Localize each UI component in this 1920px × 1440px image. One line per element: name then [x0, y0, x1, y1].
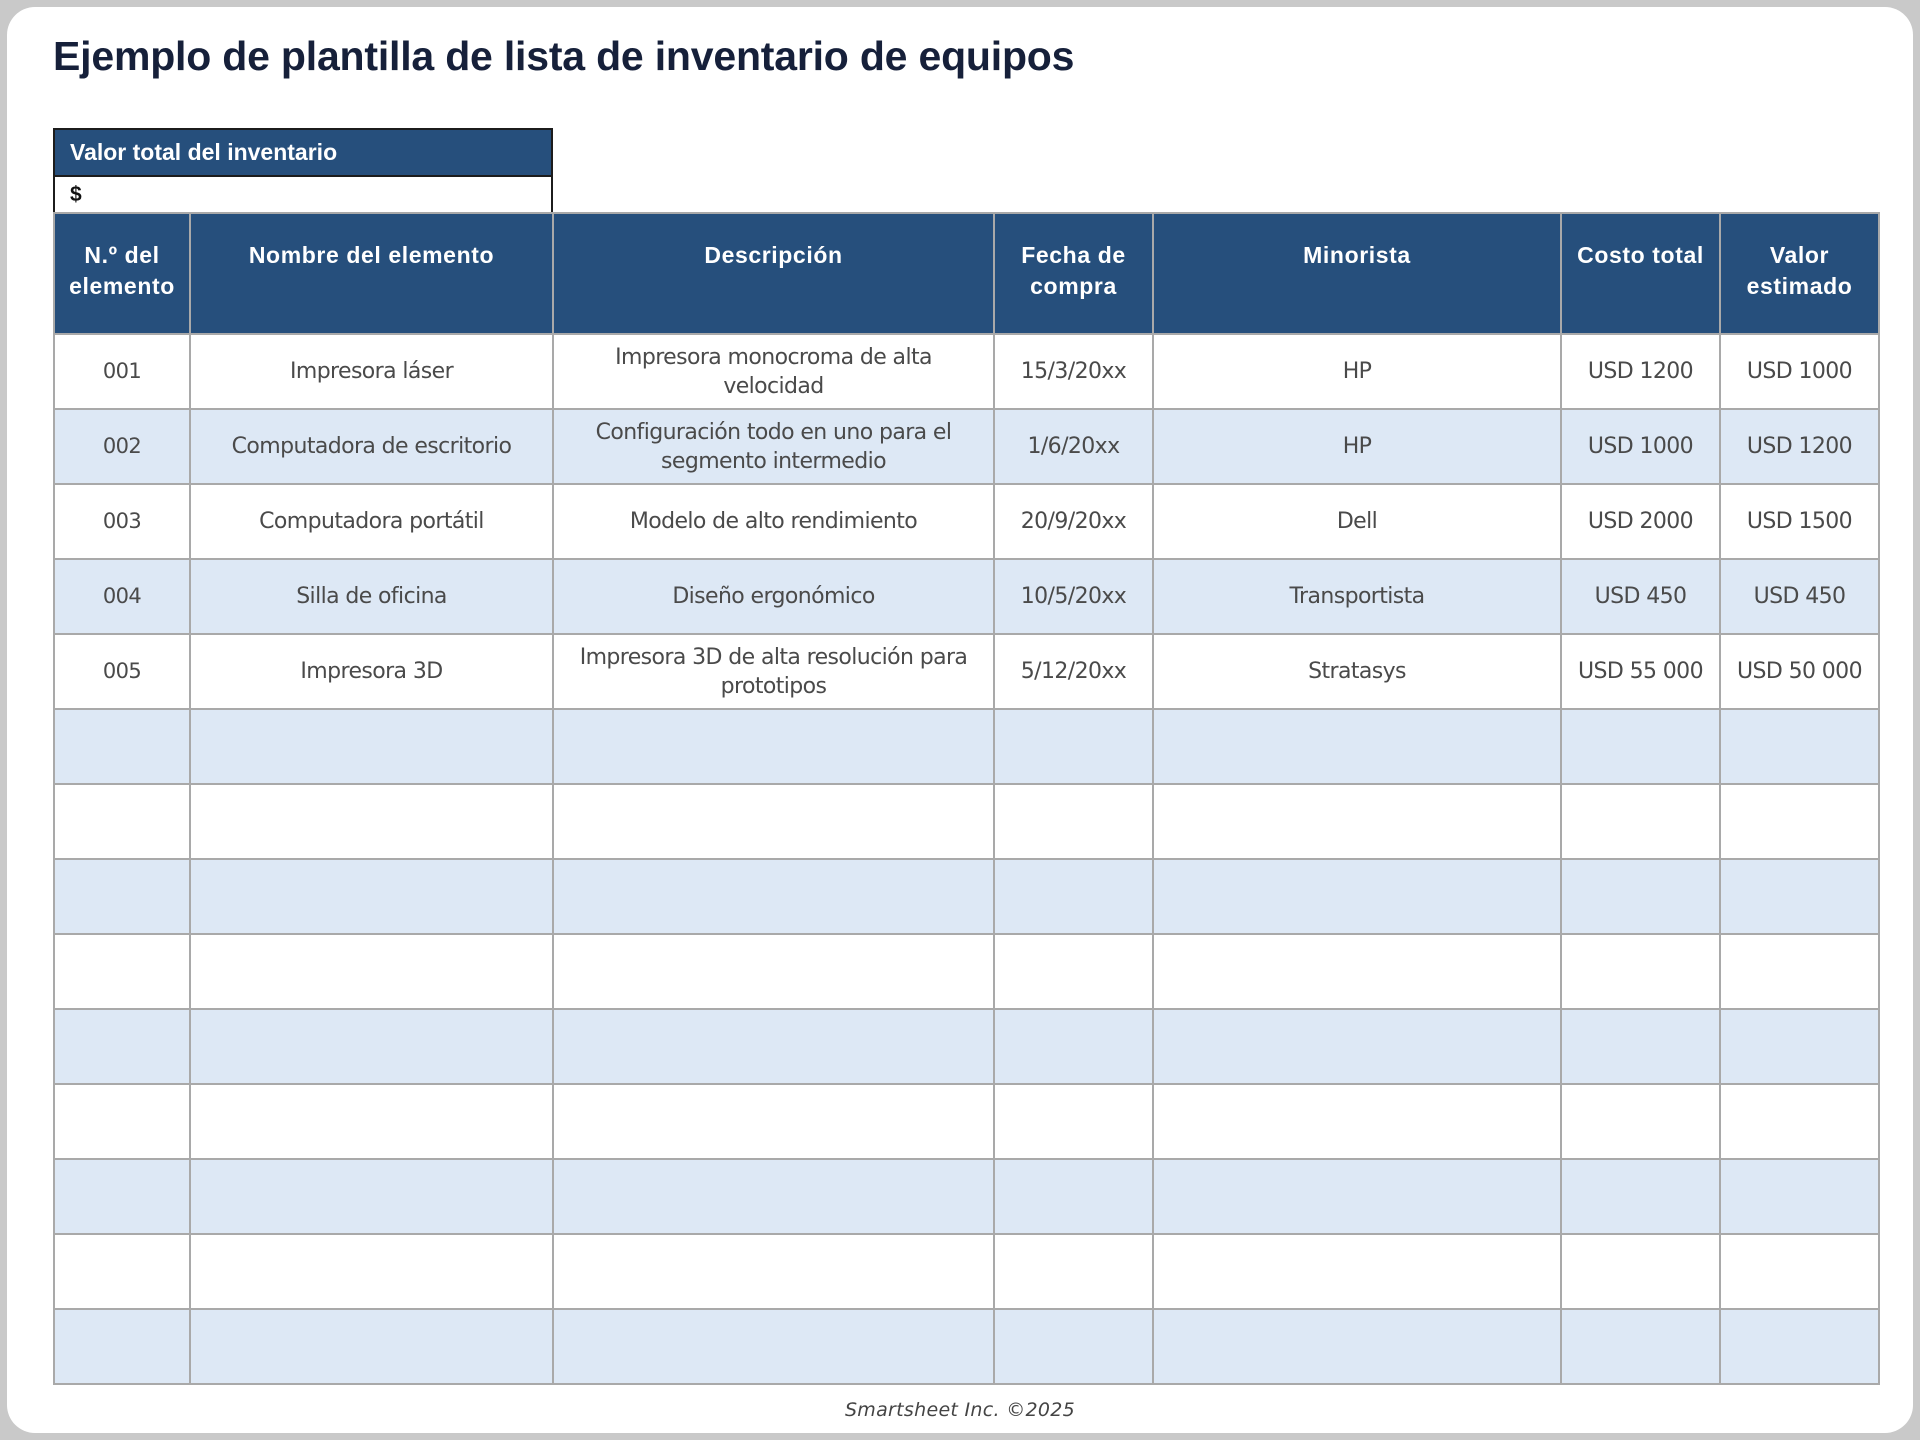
table-row	[54, 484, 1879, 559]
cell-total-cost[interactable]	[1561, 1159, 1720, 1234]
cell-item-name[interactable]: Impresora láser	[190, 334, 553, 409]
column-header-description: Descripción	[553, 213, 994, 334]
page-title: Ejemplo de plantilla de lista de inventario de equipos	[53, 33, 1075, 79]
cell-purchase-date[interactable]	[994, 859, 1153, 934]
cell-description[interactable]: Diseño ergonómico	[553, 559, 994, 634]
cell-retailer[interactable]: HP	[1153, 334, 1561, 409]
cell-item-number[interactable]: 005	[54, 634, 190, 709]
cell-total-cost[interactable]	[1561, 784, 1720, 859]
cell-estimated-value[interactable]	[1720, 934, 1879, 1009]
cell-item-name[interactable]	[190, 784, 553, 859]
copyright-footer: Smartsheet Inc. ©2025	[844, 1399, 1076, 1421]
cell-estimated-value[interactable]	[1720, 859, 1879, 934]
cell-item-number[interactable]	[54, 709, 190, 784]
cell-estimated-value[interactable]: USD 1000	[1720, 334, 1879, 409]
cell-purchase-date[interactable]: 15/3/20xx	[994, 334, 1153, 409]
cell-estimated-value[interactable]	[1720, 1084, 1879, 1159]
cell-description[interactable]: Impresora monocroma de alta velocidad	[553, 334, 994, 409]
cell-description[interactable]	[553, 1084, 994, 1159]
cell-description[interactable]	[553, 1234, 994, 1309]
cell-item-number[interactable]	[54, 934, 190, 1009]
cell-estimated-value[interactable]	[1720, 709, 1879, 784]
cell-total-cost[interactable]	[1561, 709, 1720, 784]
cell-purchase-date[interactable]	[994, 1084, 1153, 1159]
column-header-retailer: Minorista	[1153, 213, 1561, 334]
table-row	[54, 1009, 1879, 1084]
cell-description[interactable]	[553, 859, 994, 934]
cell-item-name[interactable]	[190, 1309, 553, 1384]
cell-retailer[interactable]	[1153, 1159, 1561, 1234]
cell-purchase-date[interactable]	[994, 1309, 1153, 1384]
cell-retailer[interactable]	[1153, 1009, 1561, 1084]
column-header-purchase-date: Fecha de compra	[994, 213, 1153, 334]
cell-estimated-value[interactable]	[1720, 1159, 1879, 1234]
table-row	[54, 934, 1879, 1009]
cell-item-number[interactable]: 001	[54, 334, 190, 409]
cell-item-number[interactable]	[54, 784, 190, 859]
document-page	[7, 7, 1913, 1433]
cell-purchase-date[interactable]	[994, 1234, 1153, 1309]
table-row	[54, 634, 1879, 709]
cell-description[interactable]: Modelo de alto rendimiento	[553, 484, 994, 559]
cell-description[interactable]	[553, 934, 994, 1009]
cell-item-name[interactable]: Computadora portátil	[190, 484, 553, 559]
cell-estimated-value[interactable]	[1720, 1009, 1879, 1084]
cell-total-cost[interactable]	[1561, 1009, 1720, 1084]
cell-retailer[interactable]	[1153, 784, 1561, 859]
table-row	[54, 784, 1879, 859]
cell-total-cost[interactable]	[1561, 934, 1720, 1009]
cell-description[interactable]	[553, 1159, 994, 1234]
cell-retailer[interactable]	[1153, 1309, 1561, 1384]
cell-estimated-value[interactable]: USD 1500	[1720, 484, 1879, 559]
cell-total-cost[interactable]	[1561, 1234, 1720, 1309]
cell-total-cost[interactable]: USD 2000	[1561, 484, 1720, 559]
cell-estimated-value[interactable]	[1720, 1309, 1879, 1384]
cell-estimated-value[interactable]: USD 450	[1720, 559, 1879, 634]
cell-total-cost[interactable]: USD 450	[1561, 559, 1720, 634]
column-header-item-number: N.º del elemento	[54, 213, 190, 334]
table-row	[54, 1159, 1879, 1234]
cell-item-name[interactable]	[190, 934, 553, 1009]
cell-purchase-date[interactable]	[994, 709, 1153, 784]
cell-retailer[interactable]	[1153, 859, 1561, 934]
cell-description[interactable]	[553, 1309, 994, 1384]
inventory-total-box	[53, 128, 553, 215]
column-header-item-name: Nombre del elemento	[190, 213, 553, 334]
inventory-total-value[interactable]: $	[55, 177, 551, 213]
cell-retailer[interactable]: Dell	[1153, 484, 1561, 559]
cell-item-number[interactable]: 004	[54, 559, 190, 634]
cell-item-name[interactable]	[190, 1009, 553, 1084]
cell-description[interactable]	[553, 784, 994, 859]
inventory-total-label: Valor total del inventario	[55, 130, 551, 177]
cell-item-name[interactable]: Silla de oficina	[190, 559, 553, 634]
cell-item-name[interactable]	[190, 1159, 553, 1234]
cell-item-name[interactable]	[190, 1234, 553, 1309]
table-row	[54, 559, 1879, 634]
table-row	[54, 1309, 1879, 1384]
table-header-row	[54, 213, 1879, 334]
cell-item-name[interactable]	[190, 709, 553, 784]
cell-retailer[interactable]: HP	[1153, 409, 1561, 484]
cell-retailer[interactable]: Stratasys	[1153, 634, 1561, 709]
table-row	[54, 859, 1879, 934]
cell-item-name[interactable]: Computadora de escritorio	[190, 409, 553, 484]
table-row	[54, 409, 1879, 484]
cell-retailer[interactable]	[1153, 709, 1561, 784]
inventory-table	[53, 212, 1880, 1385]
column-header-total-cost: Costo total	[1561, 213, 1720, 334]
cell-total-cost[interactable]	[1561, 1309, 1720, 1384]
cell-description[interactable]	[553, 1009, 994, 1084]
table-row	[54, 1084, 1879, 1159]
cell-retailer[interactable]	[1153, 934, 1561, 1009]
cell-item-number[interactable]	[54, 1084, 190, 1159]
cell-item-name[interactable]	[190, 1084, 553, 1159]
cell-purchase-date[interactable]: 20/9/20xx	[994, 484, 1153, 559]
cell-total-cost[interactable]: USD 1000	[1561, 409, 1720, 484]
cell-purchase-date[interactable]	[994, 934, 1153, 1009]
cell-item-name[interactable]	[190, 859, 553, 934]
cell-retailer[interactable]: Transportista	[1153, 559, 1561, 634]
cell-purchase-date[interactable]: 5/12/20xx	[994, 634, 1153, 709]
cell-item-number[interactable]	[54, 1234, 190, 1309]
cell-estimated-value[interactable]: USD 50 000	[1720, 634, 1879, 709]
cell-estimated-value[interactable]: USD 1200	[1720, 409, 1879, 484]
cell-estimated-value[interactable]	[1720, 784, 1879, 859]
cell-retailer[interactable]	[1153, 1084, 1561, 1159]
cell-item-number[interactable]	[54, 1009, 190, 1084]
cell-description[interactable]	[553, 709, 994, 784]
table-row	[54, 334, 1879, 409]
cell-total-cost[interactable]	[1561, 1084, 1720, 1159]
column-header-estimated-value: Valor estimado	[1720, 213, 1879, 334]
table-row	[54, 1234, 1879, 1309]
cell-total-cost[interactable]	[1561, 859, 1720, 934]
cell-estimated-value[interactable]	[1720, 1234, 1879, 1309]
cell-description[interactable]: Configuración todo en uno para el segmento intermedio	[553, 409, 994, 484]
cell-purchase-date[interactable]	[994, 784, 1153, 859]
cell-item-number[interactable]	[54, 1309, 190, 1384]
cell-total-cost[interactable]: USD 55 000	[1561, 634, 1720, 709]
cell-purchase-date[interactable]	[994, 1009, 1153, 1084]
cell-purchase-date[interactable]: 1/6/20xx	[994, 409, 1153, 484]
cell-item-number[interactable]: 003	[54, 484, 190, 559]
cell-purchase-date[interactable]: 10/5/20xx	[994, 559, 1153, 634]
cell-purchase-date[interactable]	[994, 1159, 1153, 1234]
cell-retailer[interactable]	[1153, 1234, 1561, 1309]
cell-item-number[interactable]	[54, 1159, 190, 1234]
cell-item-number[interactable]	[54, 859, 190, 934]
cell-item-number[interactable]: 002	[54, 409, 190, 484]
cell-item-name[interactable]: Impresora 3D	[190, 634, 553, 709]
cell-description[interactable]: Impresora 3D de alta resolución para prototipos	[553, 634, 994, 709]
cell-total-cost[interactable]: USD 1200	[1561, 334, 1720, 409]
table-row	[54, 709, 1879, 784]
